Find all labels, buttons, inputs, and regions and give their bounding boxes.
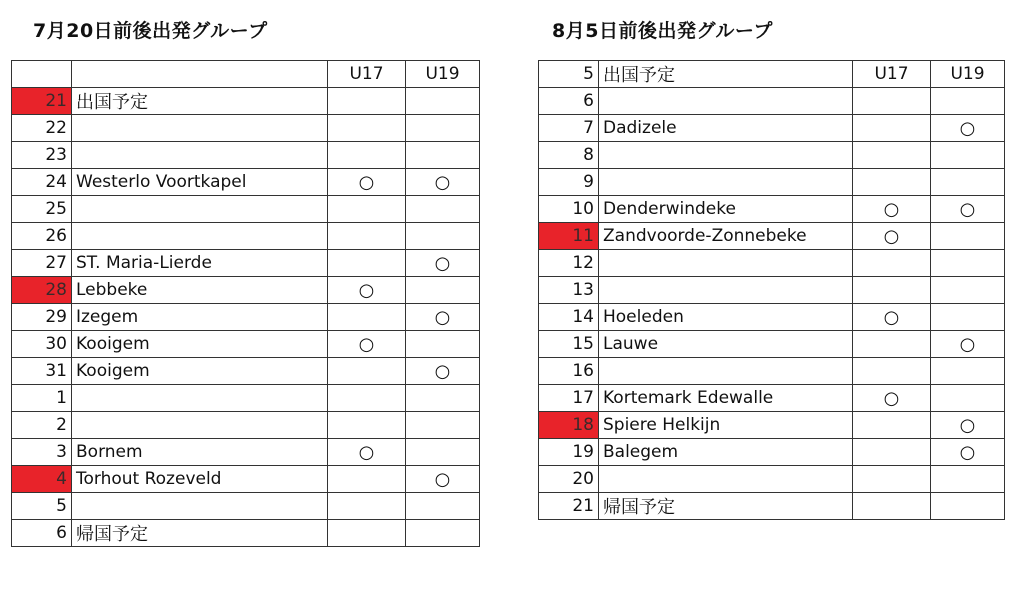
u19-mark-cell bbox=[406, 196, 480, 223]
table-row bbox=[12, 196, 480, 223]
venue-cell: Lauwe bbox=[599, 331, 853, 358]
u19-mark-cell: ○ bbox=[406, 304, 480, 331]
header-day bbox=[12, 61, 72, 88]
u19-mark-cell bbox=[406, 385, 480, 412]
day-cell: 24 bbox=[12, 169, 72, 196]
day-cell: 7 bbox=[539, 115, 599, 142]
table-row bbox=[12, 493, 480, 520]
table-row bbox=[539, 304, 1005, 331]
header-row bbox=[12, 61, 480, 88]
u19-mark-cell: ○ bbox=[406, 358, 480, 385]
venue-cell: Kortemark Edewalle bbox=[599, 385, 853, 412]
venue-cell: 帰国予定 bbox=[599, 493, 853, 520]
venue-cell: Zandvoorde-Zonnebeke bbox=[599, 223, 853, 250]
venue-cell: ST. Maria-Lierde bbox=[72, 250, 328, 277]
group-a-schedule-table bbox=[11, 60, 480, 547]
table-row bbox=[12, 412, 480, 439]
header-day: 5 bbox=[539, 61, 599, 88]
day-cell: 18 bbox=[539, 412, 599, 439]
u17-mark-cell bbox=[853, 277, 931, 304]
u19-mark-cell bbox=[406, 88, 480, 115]
venue-cell: Denderwindeke bbox=[599, 196, 853, 223]
table-row bbox=[539, 250, 1005, 277]
u19-mark-cell: ○ bbox=[931, 439, 1005, 466]
day-cell: 3 bbox=[12, 439, 72, 466]
venue-cell bbox=[599, 250, 853, 277]
table-row bbox=[539, 412, 1005, 439]
group-b-schedule-table bbox=[538, 60, 1005, 520]
day-cell: 27 bbox=[12, 250, 72, 277]
day-cell: 22 bbox=[12, 115, 72, 142]
u19-mark-cell bbox=[931, 385, 1005, 412]
table-row bbox=[12, 250, 480, 277]
venue-cell: Kooigem bbox=[72, 358, 328, 385]
u19-mark-cell: ○ bbox=[406, 250, 480, 277]
u19-mark-cell bbox=[931, 358, 1005, 385]
venue-cell: Torhout Rozeveld bbox=[72, 466, 328, 493]
day-cell: 26 bbox=[12, 223, 72, 250]
u17-mark-cell bbox=[853, 493, 931, 520]
table-row bbox=[12, 223, 480, 250]
table-row bbox=[539, 115, 1005, 142]
u17-mark-cell: ○ bbox=[853, 385, 931, 412]
venue-cell: Lebbeke bbox=[72, 277, 328, 304]
venue-cell bbox=[599, 88, 853, 115]
u19-mark-cell bbox=[406, 439, 480, 466]
u19-mark-cell bbox=[931, 466, 1005, 493]
day-cell: 12 bbox=[539, 250, 599, 277]
u17-mark-cell bbox=[853, 331, 931, 358]
table-row bbox=[12, 142, 480, 169]
u17-mark-cell bbox=[853, 250, 931, 277]
group-a-title: 7月20日前後出発グループ bbox=[33, 20, 268, 42]
table-row bbox=[539, 439, 1005, 466]
table-row bbox=[12, 439, 480, 466]
day-cell: 25 bbox=[12, 196, 72, 223]
day-cell: 16 bbox=[539, 358, 599, 385]
header-u17: U17 bbox=[328, 61, 406, 88]
u19-mark-cell: ○ bbox=[931, 412, 1005, 439]
table-row bbox=[539, 223, 1005, 250]
u19-mark-cell bbox=[931, 493, 1005, 520]
u17-mark-cell: ○ bbox=[853, 304, 931, 331]
venue-cell: Spiere Helkijn bbox=[599, 412, 853, 439]
header-u19: U19 bbox=[931, 61, 1005, 88]
venue-cell bbox=[599, 277, 853, 304]
day-cell: 6 bbox=[539, 88, 599, 115]
u19-mark-cell bbox=[406, 331, 480, 358]
venue-cell bbox=[72, 196, 328, 223]
venue-cell bbox=[72, 493, 328, 520]
u17-mark-cell bbox=[853, 466, 931, 493]
u17-mark-cell bbox=[853, 169, 931, 196]
u19-mark-cell bbox=[931, 88, 1005, 115]
venue-cell bbox=[599, 142, 853, 169]
u19-mark-cell bbox=[931, 304, 1005, 331]
u17-mark-cell bbox=[328, 520, 406, 547]
table-row bbox=[12, 169, 480, 196]
table-row bbox=[12, 358, 480, 385]
u19-mark-cell bbox=[931, 223, 1005, 250]
table-row bbox=[12, 304, 480, 331]
day-cell: 6 bbox=[12, 520, 72, 547]
day-cell: 17 bbox=[539, 385, 599, 412]
u17-mark-cell: ○ bbox=[853, 223, 931, 250]
u17-mark-cell bbox=[328, 115, 406, 142]
table-row bbox=[12, 331, 480, 358]
day-cell: 13 bbox=[539, 277, 599, 304]
u17-mark-cell bbox=[853, 142, 931, 169]
u17-mark-cell bbox=[328, 88, 406, 115]
u17-mark-cell: ○ bbox=[328, 331, 406, 358]
venue-cell: Hoeleden bbox=[599, 304, 853, 331]
u17-mark-cell bbox=[328, 412, 406, 439]
u17-mark-cell bbox=[328, 385, 406, 412]
u19-mark-cell bbox=[931, 169, 1005, 196]
day-cell: 11 bbox=[539, 223, 599, 250]
day-cell: 31 bbox=[12, 358, 72, 385]
day-cell: 14 bbox=[539, 304, 599, 331]
u19-mark-cell: ○ bbox=[931, 196, 1005, 223]
day-cell: 5 bbox=[12, 493, 72, 520]
table-row bbox=[12, 277, 480, 304]
u17-mark-cell bbox=[853, 88, 931, 115]
u19-mark-cell bbox=[931, 277, 1005, 304]
u17-mark-cell bbox=[853, 358, 931, 385]
venue-cell bbox=[599, 466, 853, 493]
venue-cell: Dadizele bbox=[599, 115, 853, 142]
u19-mark-cell bbox=[406, 277, 480, 304]
venue-cell bbox=[72, 412, 328, 439]
day-cell: 8 bbox=[539, 142, 599, 169]
group-b-title: 8月5日前後出発グループ bbox=[552, 20, 773, 42]
u19-mark-cell: ○ bbox=[406, 169, 480, 196]
u17-mark-cell: ○ bbox=[328, 439, 406, 466]
u17-mark-cell bbox=[328, 466, 406, 493]
venue-cell bbox=[72, 223, 328, 250]
u19-mark-cell bbox=[406, 493, 480, 520]
u17-mark-cell: ○ bbox=[853, 196, 931, 223]
table-row bbox=[539, 169, 1005, 196]
table-row bbox=[12, 88, 480, 115]
u19-mark-cell: ○ bbox=[406, 466, 480, 493]
u19-mark-cell bbox=[931, 250, 1005, 277]
u17-mark-cell bbox=[328, 358, 406, 385]
table-row bbox=[539, 358, 1005, 385]
u19-mark-cell bbox=[406, 115, 480, 142]
u17-mark-cell bbox=[328, 142, 406, 169]
day-cell: 9 bbox=[539, 169, 599, 196]
header-name bbox=[72, 61, 328, 88]
day-cell: 23 bbox=[12, 142, 72, 169]
u17-mark-cell bbox=[328, 223, 406, 250]
venue-cell: 出国予定 bbox=[72, 88, 328, 115]
header-name: 出国予定 bbox=[599, 61, 853, 88]
table-row bbox=[12, 466, 480, 493]
table-row bbox=[539, 142, 1005, 169]
day-cell: 21 bbox=[12, 88, 72, 115]
venue-cell: 帰国予定 bbox=[72, 520, 328, 547]
u17-mark-cell bbox=[328, 196, 406, 223]
venue-cell: Izegem bbox=[72, 304, 328, 331]
u19-mark-cell bbox=[406, 142, 480, 169]
table-row bbox=[539, 466, 1005, 493]
day-cell: 28 bbox=[12, 277, 72, 304]
header-u17: U17 bbox=[853, 61, 931, 88]
u19-mark-cell bbox=[406, 223, 480, 250]
table-row bbox=[539, 385, 1005, 412]
day-cell: 30 bbox=[12, 331, 72, 358]
u19-mark-cell: ○ bbox=[931, 331, 1005, 358]
u17-mark-cell bbox=[853, 412, 931, 439]
table-row bbox=[12, 385, 480, 412]
u17-mark-cell: ○ bbox=[328, 277, 406, 304]
u17-mark-cell bbox=[328, 493, 406, 520]
table-row bbox=[539, 331, 1005, 358]
u19-mark-cell: ○ bbox=[931, 115, 1005, 142]
venue-cell bbox=[599, 169, 853, 196]
u17-mark-cell bbox=[853, 439, 931, 466]
table-row bbox=[539, 196, 1005, 223]
day-cell: 10 bbox=[539, 196, 599, 223]
day-cell: 2 bbox=[12, 412, 72, 439]
table-row bbox=[12, 115, 480, 142]
u19-mark-cell bbox=[931, 142, 1005, 169]
venue-cell: Kooigem bbox=[72, 331, 328, 358]
u17-mark-cell bbox=[328, 304, 406, 331]
u17-mark-cell: ○ bbox=[328, 169, 406, 196]
venue-cell: Balegem bbox=[599, 439, 853, 466]
day-cell: 20 bbox=[539, 466, 599, 493]
table-row bbox=[539, 493, 1005, 520]
day-cell: 4 bbox=[12, 466, 72, 493]
venue-cell: Bornem bbox=[72, 439, 328, 466]
day-cell: 29 bbox=[12, 304, 72, 331]
venue-cell bbox=[72, 142, 328, 169]
u19-mark-cell bbox=[406, 412, 480, 439]
venue-cell bbox=[72, 385, 328, 412]
u17-mark-cell bbox=[853, 115, 931, 142]
day-cell: 21 bbox=[539, 493, 599, 520]
header-u19: U19 bbox=[406, 61, 480, 88]
u19-mark-cell bbox=[406, 520, 480, 547]
u17-mark-cell bbox=[328, 250, 406, 277]
header-row bbox=[539, 61, 1005, 88]
venue-cell bbox=[72, 115, 328, 142]
day-cell: 19 bbox=[539, 439, 599, 466]
venue-cell bbox=[599, 358, 853, 385]
day-cell: 15 bbox=[539, 331, 599, 358]
table-row bbox=[539, 88, 1005, 115]
table-row bbox=[12, 520, 480, 547]
day-cell: 1 bbox=[12, 385, 72, 412]
table-row bbox=[539, 277, 1005, 304]
venue-cell: Westerlo Voortkapel bbox=[72, 169, 328, 196]
